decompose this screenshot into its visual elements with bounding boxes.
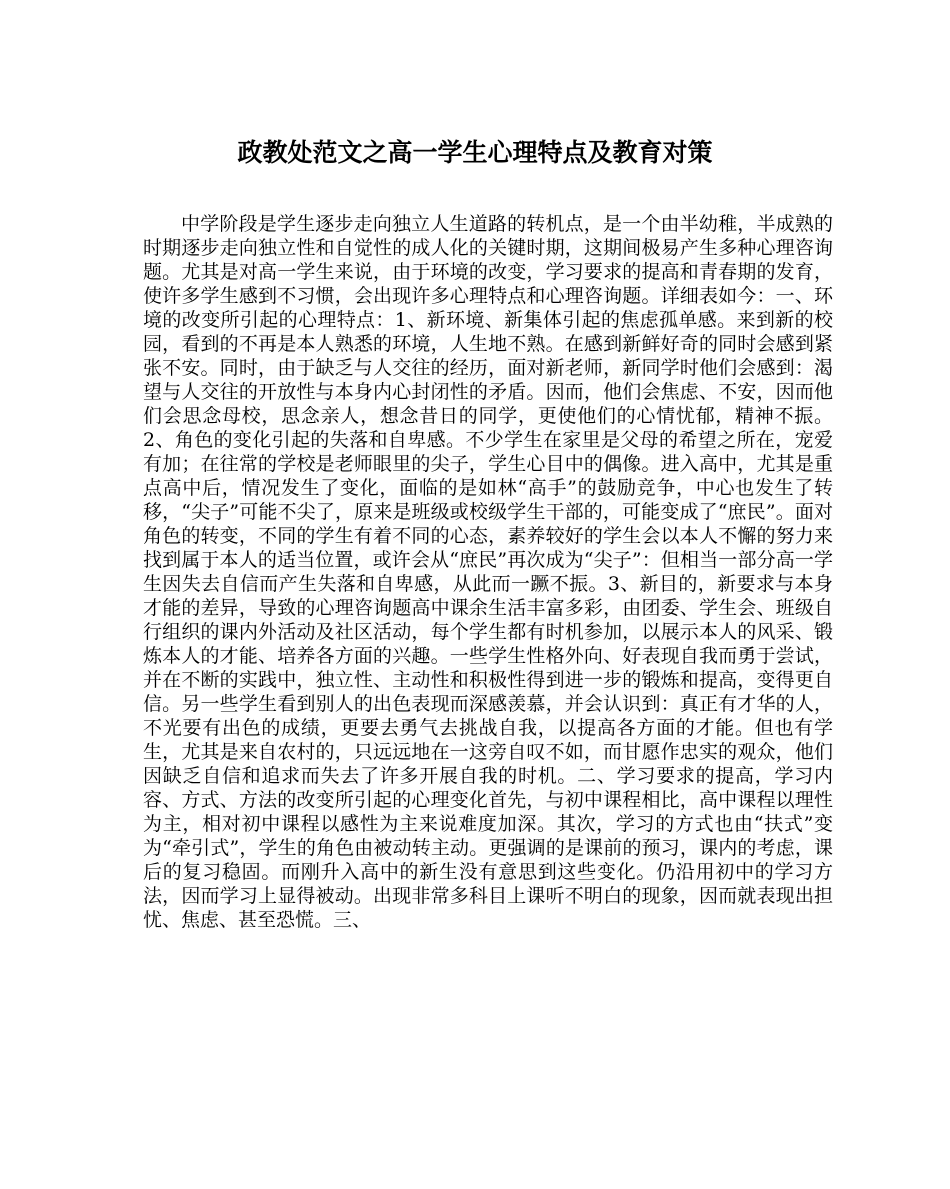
body-paragraph: 中学阶段是学生逐步走向独立人生道路的转机点，是一个由半幼稚，半成熟的时期逐步走向独立性和自觉性的成人化的关键时期，这期间极易产生多种心理咨询题。尤其是对高一学生来说，由于环境的改变，学习要求的提高和青春期的发育，使许多学生感到不习惯，会出现许多心理特点和心理咨询题。详细表如今：一、环境的改变所引起的心理特点：1、新环境、新集体引起的焦虑孤单感。来到新的校园，看到的不再是本人熟悉的环境，人生地不熟。在感到新鲜好奇的同时会感到紧张不安。同时，由于缺乏与人交往的经历，面对新老师，新同学时他们会感到：渴望与人交往的开放性与本身内心封闭性的矛盾。因而，他们会焦虑、不安，因而他们会思念母校，思念亲人，想念昔日的同学，更使他们的心情忧郁，精神不振。2、角色的变化引起的失落和自卑感。不少学生在家里是父母的希望之所在，宠爱有加；在往常的学校是老师眼里的尖子，学生心目中的偶像。进入高中，尤其是重点高中后，情况发生了变化，面临的是如林“高手”的鼓励竞争，中心也发生了转移，“尖子”可能不尖了，原来是班级或校级学生干部的，可能变成了“庶民”。面对角色的转变，不同的学生有着不同的心态，素养较好的学生会以本人不懈的努力来找到属于本人的适当位置，或许会从“庶民”再次成为“尖子”：但相当一部分高一学生因失去自信而产生失落和自卑感，从此而一蹶不振。3、新目的，新要求与本身才能的差异，导致的心理咨询题高中课余生活丰富多彩，由团委、学生会、班级自行组织的课内外活动及社区活动，每个学生都有时机参加，以展示本人的风采、锻炼本人的才能、培养各方面的兴趣。一些学生性格外向、好表现自我而勇于尝试，并在不断的实践中，独立性、主动性和积极性得到进一步的锻炼和提高，变得更自信。另一些学生看到别人的出色表现而深感羡慕，并会认识到：真正有才华的人，不光要有出色的成绩，更要去勇气去挑战自我，以提高各方面的才能。但也有学生，尤其是来自农村的，只远远地在一这旁自叹不如，而甘愿作忠实的观众，他们因缺乏自信和追求而失去了许多开展自我的时机。二、学习要求的提高，学习内容、方式、方法的改变所引起的心理变化首先，与初中课程相比，高中课程以理性为主，相对初中课程以感性为主来说难度加深。其次，学习的方式也由“扶式”变为“牵引式”，学生的角色由被动转主动。更强调的是课前的预习，课内的考虑，课后的复习稳固。而刚升入高中的新生没有意思到这些变化。仍沿用初中的学习方法，因而学习上显得被动。出现非常多科目上课听不明白的现象，因而就表现出担忧、焦虑、甚至恐慌。三、 — [143, 213, 833, 931]
document-title: 政教处范文之高一学生心理特点及教育对策 — [237, 138, 713, 167]
